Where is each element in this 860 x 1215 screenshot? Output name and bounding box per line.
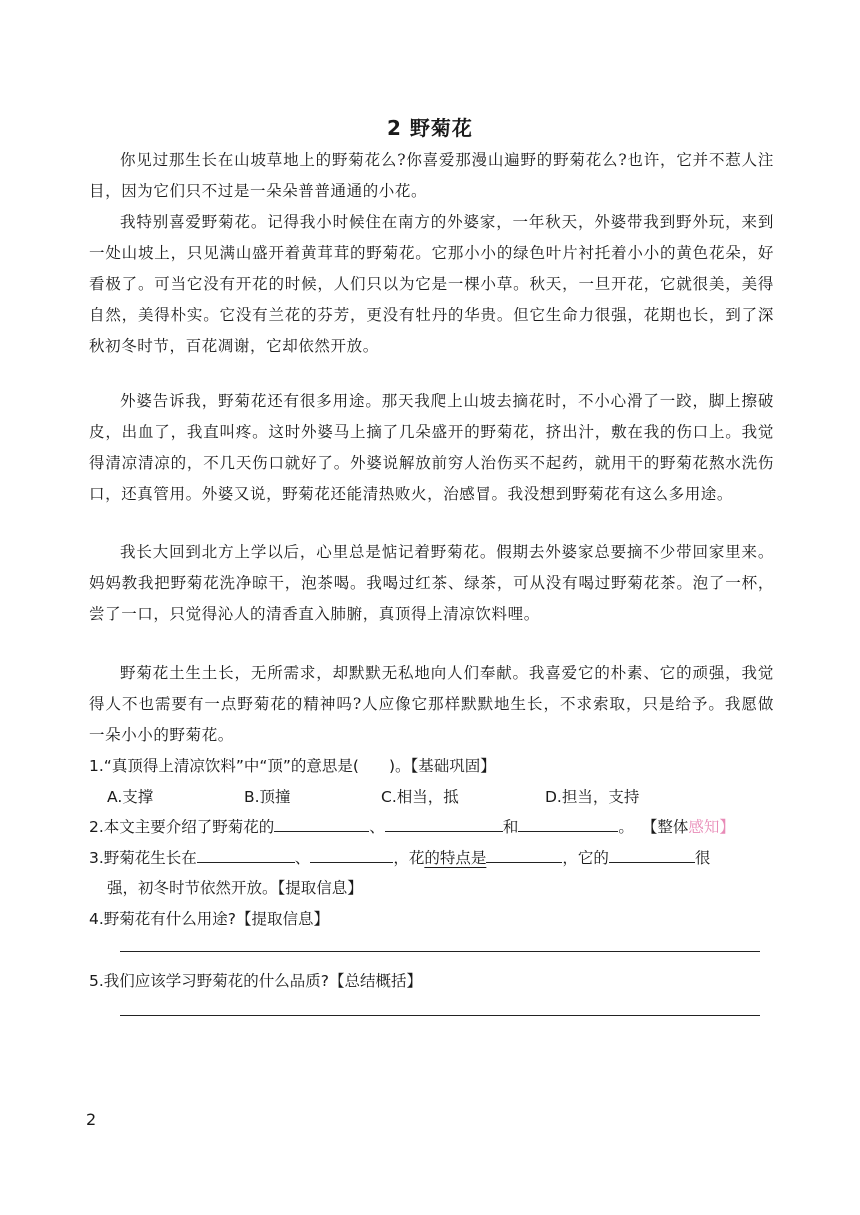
question-1: [89, 751, 496, 781]
question-2-tag-pink: 感知】: [688, 818, 735, 836]
question-1-option-c[interactable]: C.相当，抵: [381, 788, 459, 806]
paragraph-5: 野菊花土生土长，无所需求，却默默无私地向人们奉献。我喜爱它的朴素、它的顽强，我觉得人不也需要有一点野菊花的精神吗?人应像它那样默默地生长，不求索取，只是给予。我愿做一朵小小的野菊花。: [89, 664, 774, 744]
question-3-blank-3[interactable]: [486, 844, 562, 863]
question-1-option-d[interactable]: D.担当，支持: [545, 788, 640, 806]
question-3-mid-2: ，它的: [562, 849, 609, 867]
question-2-blank-2[interactable]: [385, 813, 503, 832]
question-2-end: 。: [618, 818, 634, 836]
question-3-blank-2[interactable]: [310, 844, 393, 863]
question-4-answer-line[interactable]: [120, 951, 760, 952]
question-2-prefix: 2.本文主要介绍了野菊花的: [89, 818, 275, 836]
page-title: 2 野菊花: [387, 116, 473, 140]
paragraph-4: 我长大回到北方上学以后，心里总是惦记着野菊花。假期去外婆家总要摘不少带回家里来。妈妈教我把野菊花洗净晾干，泡茶喝。我喝过红茶、绿茶，可从没有喝过野菊花茶。泡了一杯，尝了一口，只觉得沁人的清香直入肺腑，真顶得上清凉饮料哩。: [89, 543, 774, 623]
page-number: 2: [86, 1110, 97, 1129]
question-3-blank-1[interactable]: [197, 844, 295, 863]
question-2: [89, 812, 735, 842]
question-4: 4.野菊花有什么用途?【提取信息】: [89, 910, 330, 928]
question-2-blank-3[interactable]: [518, 813, 618, 832]
question-3-prefix: 3.野菊花生长在: [89, 849, 197, 867]
paragraph-1: 你见过那生长在山坡草地上的野菊花么?你喜爱那漫山遍野的野菊花么?也许，它并不惹人注目，因为它们只不过是一朵朵普普通通的小花。: [89, 151, 774, 200]
paragraph-2: 我特别喜爱野菊花。记得我小时候住在南方的外婆家，一年秋天，外婆带我到野外玩，来到一处山坡上，只见满山盛开着黄茸茸的野菊花。它那小小的绿色叶片衬托着小小的黄色花朵，好看极了。可当它没有开花的时候，人们只以为它是一棵小草。秋天，一旦开花，它就很美，美得自然，美得朴实。它没有兰花的芬芳，更没有牡丹的华贵。但它生命力很强，花期也长，到了深秋初冬时节，百花凋谢，它却依然开放。: [89, 213, 774, 355]
question-3-blank-4[interactable]: [609, 844, 695, 863]
question-3-line-2: 强，初冬时节依然开放。【提取信息】: [107, 879, 363, 897]
paragraph-3: 外婆告诉我，野菊花还有很多用途。那天我爬上山坡去摘花时，不小心滑了一跤，脚上擦破皮，出血了，我直叫疼。这时外婆马上摘了几朵盛开的野菊花，挤出汁，敷在我的伤口上。我觉得清凉清凉的，不几天伤口就好了。外婆说解放前穷人治伤买不起药，就用干的野菊花熬水洗伤口，还真管用。外婆又说，野菊花还能清热败火，治感冒。我没想到野菊花有这么多用途。: [89, 392, 774, 503]
question-3-end: 很: [694, 849, 711, 867]
question-2-sep-1: 、: [369, 818, 385, 836]
question-1-option-b[interactable]: B.顶撞: [244, 788, 291, 806]
question-3-mid-underlined: 的特点是: [424, 849, 487, 867]
question-1-text: 1.“真顶得上清凉饮料”中“顶”的意思是(: [89, 757, 359, 775]
question-2-blank-1[interactable]: [274, 813, 369, 832]
question-2-sep-2: 和: [502, 818, 519, 836]
question-1-close: )。: [388, 757, 411, 775]
question-5-answer-line[interactable]: [120, 1015, 760, 1016]
question-3-mid-1: ，花: [393, 849, 425, 867]
question-3: [89, 843, 710, 873]
question-2-tag-start: 【整体: [641, 818, 689, 836]
question-5: 5.我们应该学习野菊花的什么品质?【总结概括】: [89, 972, 423, 990]
question-1-tag: 【基础巩固】: [410, 757, 496, 775]
question-1-option-a[interactable]: A.支撑: [107, 788, 154, 806]
question-3-sep-1: 、: [294, 849, 311, 867]
